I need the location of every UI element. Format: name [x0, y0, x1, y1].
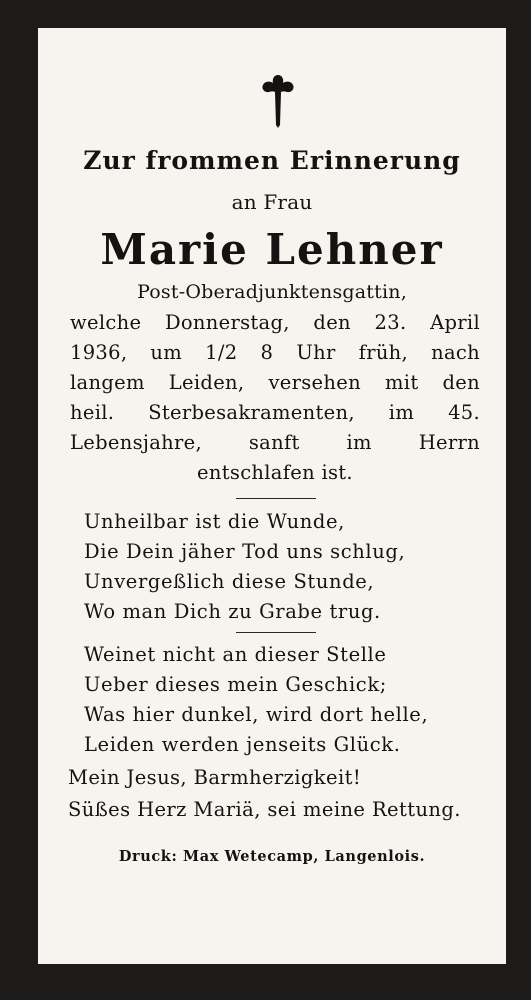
prayer-line: Süßes Herz Mariä, sei meine Rettung.: [68, 798, 461, 821]
announcement-line: Lebensjahre, sanft im Herrn: [70, 431, 480, 454]
announcement-line: 1936, um 1/2 8 Uhr früh, nach: [70, 341, 480, 364]
verse-line: Was hier dunkel, wird dort helle,: [84, 703, 429, 726]
verse-line: Die Dein jäher Tod uns schlug,: [84, 540, 406, 563]
card-title: Zur frommen Erinnerung: [83, 146, 461, 175]
announcement-line: welche Donnerstag, den 23. April: [70, 311, 480, 334]
memorial-card: [38, 28, 506, 964]
verse-line: Ueber dieses mein Geschick;: [84, 673, 387, 696]
salutation: an Frau: [231, 190, 313, 214]
occupation: Post-Oberadjunktensgattin,: [137, 281, 407, 303]
announcement-line: heil. Sterbesakramenten, im 45.: [70, 401, 480, 424]
verse-line: Wo man Dich zu Grabe trug.: [84, 600, 381, 623]
divider: [236, 498, 316, 499]
announcement-line: entschlafen ist.: [197, 461, 353, 484]
verse-line: Unheilbar ist die Wunde,: [84, 510, 345, 533]
deceased-name: Marie Lehner: [100, 225, 444, 274]
cross-icon: [260, 73, 296, 129]
announcement-line: langem Leiden, versehen mit den: [70, 371, 480, 394]
verse-line: Leiden werden jenseits Glück.: [84, 733, 401, 756]
divider: [236, 632, 316, 633]
verse-line: Weinet nicht an dieser Stelle: [84, 643, 387, 666]
prayer-line: Mein Jesus, Barmherzigkeit!: [68, 766, 362, 789]
printer-credit: Druck: Max Wetecamp, Langenlois.: [118, 848, 426, 865]
verse-line: Unvergeßlich diese Stunde,: [84, 570, 375, 593]
